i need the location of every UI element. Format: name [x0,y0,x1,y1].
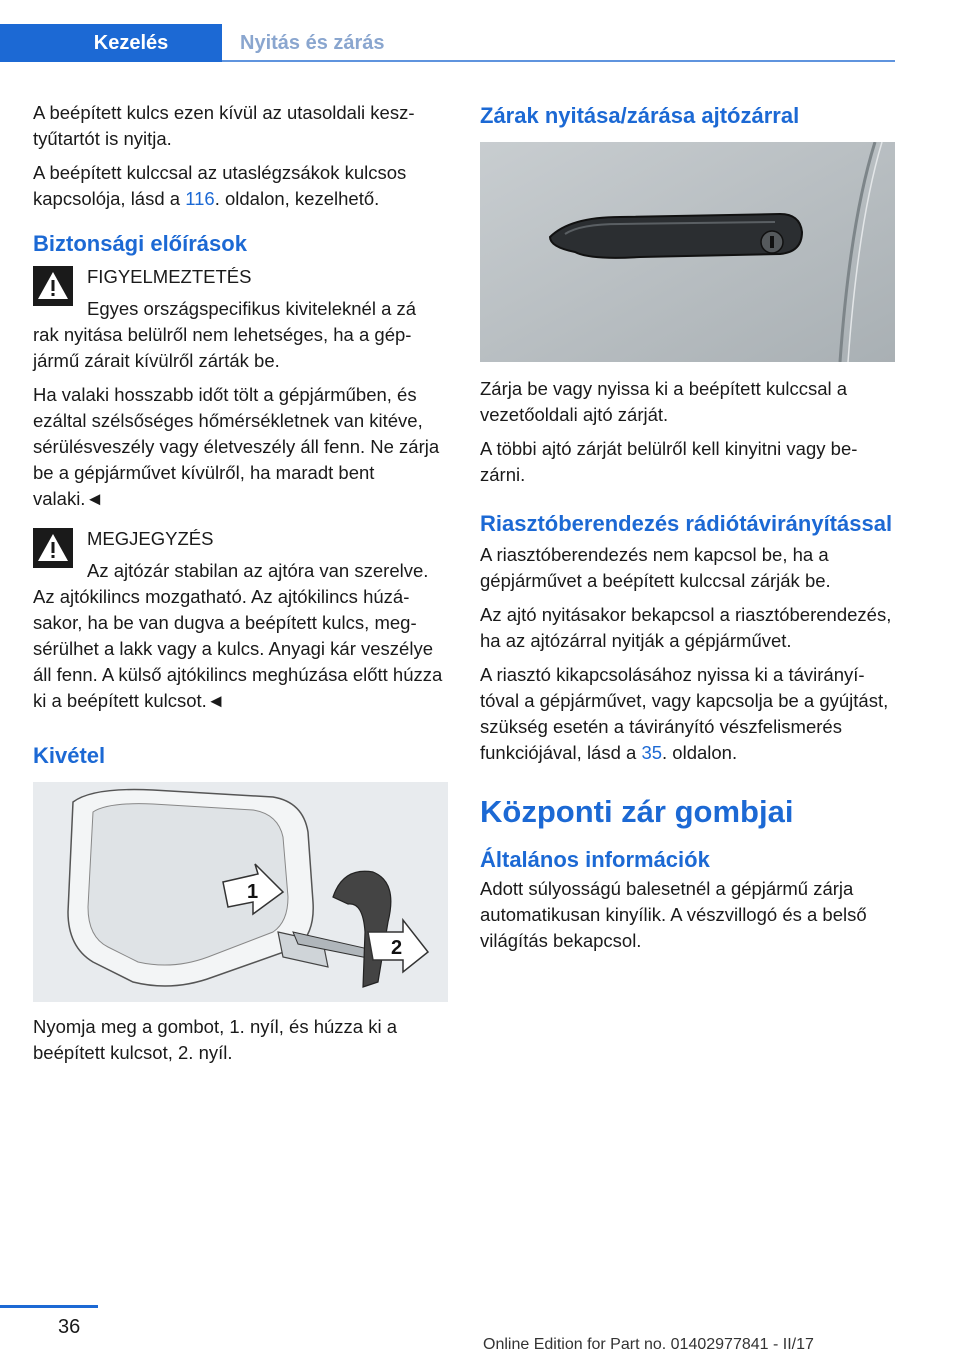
left-column [33,100,448,1074]
section-heading-safety: Biztonsági előírások [33,231,247,256]
section-heading-general: Általános információk [480,847,710,872]
tab-underline [222,60,895,62]
paragraph: Zárja be vagy nyissa ki a beépített kulccsal a vezetőoldali ajtó zárját. [480,378,848,425]
section-heading-removal: Kivétel [33,743,106,768]
arrow-label-2: 2 [391,937,403,959]
header-tabbar [0,24,895,62]
door-handle-illustration [480,142,895,362]
text: A beépített kulccsal az utaslégzsákok kulcsos kapcsolója, lásd a [33,162,407,209]
edition-footer: Online Edition for Part no. 01402977841 - II/17 [483,1336,814,1353]
section-heading-door-lock: Zárak nyitása/zárása ajtózárral [480,103,800,128]
text: A riasztó kikapcsolásához nyissa ki a távirányítóval a gépjárművet, vagy kapcsolja be a gyújtást, szükség esetén a távirányító vészfelismerés funkciójával, lásd a [480,664,889,763]
tab-operation[interactable]: Kezelés [0,24,222,62]
note-text: Az ajtózár stabilan az ajtóra van szerelve. [87,560,429,581]
paragraph [480,662,895,766]
page-number-rule [0,1305,98,1308]
note-title: MEGJEGYZÉS [87,528,214,549]
note-text: Az ajtókilincs mozgatható. Az ajtókilincs húzásakor, ha be van dugva a beépített kulcs, megsérülhet a lakk vagy a kulcs. Anyagi kár veszélye áll fenn. A külső ajtókilincs meghúzása előtt húzza ki a beépített kulcsot.◄ [33,586,443,711]
warning-triangle-icon [33,266,73,306]
key-removal-illustration [33,782,448,1002]
chapter-heading-central-lock: Központi zár gombjai [480,794,794,829]
arrow-label-1: 1 [247,881,259,903]
page-number: 36 [58,1316,81,1338]
text: . oldalon. [662,742,738,763]
warning-text: Ha valaki hosszabb időt tölt a gépjárműben, és ezáltal szélsőséges hőmérsékletnek van kitéve, sérülésveszély vagy életveszély áll fenn. Ne zárja be a gépjárművet kívülről, ha maradt bent valaki.◄ [33,384,440,509]
warning-block [33,264,448,322]
paragraph: Adott súlyosságú balesetnél a gépjármű zárja automatikusan kinyílik. A vészvillogó és a belső világítás bekapcsol. [480,878,867,951]
tab-opening-closing[interactable]: Nyitás és zárás [240,31,385,54]
text: . oldalon, kezelhető. [214,188,380,209]
warning-title: FIGYELMEZTETÉS [87,266,252,287]
paragraph: A többi ajtó zárját belülről kell kinyitni vagy bezárni. [480,438,858,485]
warning-text: Egyes országspecifikus kiviteleknél a zá [87,298,417,319]
note-block [33,526,448,584]
warning-text: rak nyitása belülről nem lehetséges, ha a gépjármű zárait kívülről zárták be. [33,324,412,371]
page-link-35[interactable]: 35 [641,742,663,763]
door-handle-svg [480,142,895,362]
key-illustration-svg [33,782,448,1002]
paragraph: A beépített kulcs ezen kívül az utasoldali kesztyűtartót is nyitja. [33,102,415,149]
right-column [480,100,895,962]
paragraph [33,160,448,212]
figure-caption: Nyomja meg a gombot, 1. nyíl, és húzza ki a beépített kulcsot, 2. nyíl. [33,1016,398,1063]
section-heading-alarm: Riasztóberendezés rádiótávirányítással [480,511,893,536]
page-link-116[interactable]: 116 [185,188,215,209]
paragraph: A riasztóberendezés nem kapcsol be, ha a gépjárművet a beépített kulccsal zárják be. [480,544,831,591]
paragraph: Az ajtó nyitásakor bekapcsol a riasztóberendezés, ha az ajtózárral nyitják a gépjárművet. [480,604,892,651]
warning-triangle-icon [33,528,73,568]
